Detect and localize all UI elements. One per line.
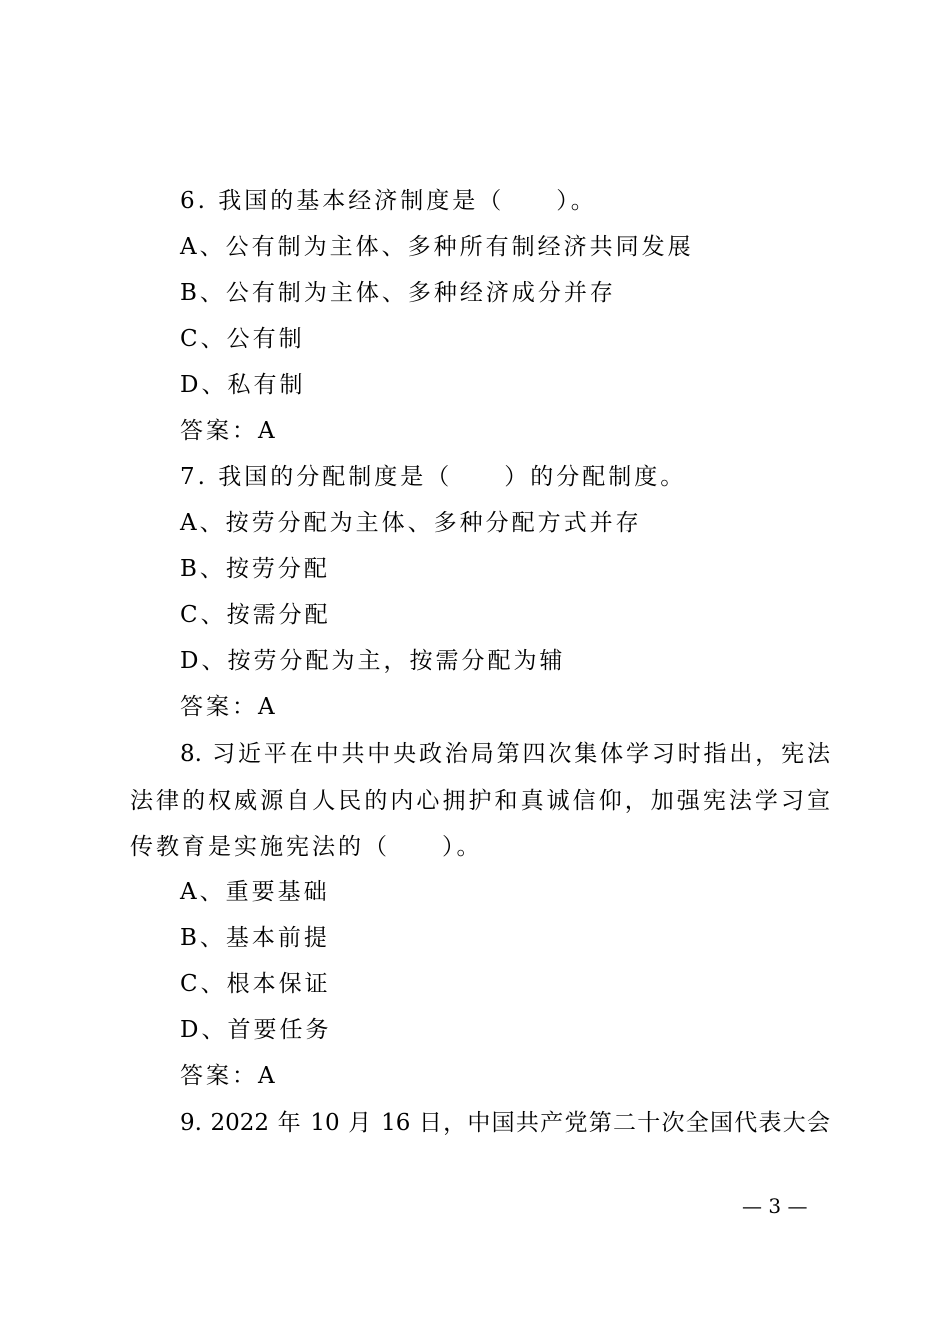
question-8-answer: 答案：A xyxy=(180,1063,278,1089)
question-6-option-b: B、公有制为主体、多种经济成分并存 xyxy=(180,280,616,306)
question-6-stem: 6. 我国的基本经济制度是（ ）。 xyxy=(180,188,597,214)
question-8-option-a: A、重要基础 xyxy=(180,879,330,905)
question-7-option-a: A、按劳分配为主体、多种分配方式并存 xyxy=(180,510,642,536)
question-8-stem-line-1: 8. 习近平在中共中央政治局第四次集体学习时指出，宪法 xyxy=(180,741,830,767)
question-8-option-c: C、根本保证 xyxy=(180,971,331,997)
question-6-option-c: C、公有制 xyxy=(180,326,305,352)
question-6-option-d: D、私有制 xyxy=(180,372,306,398)
question-6-answer: 答案：A xyxy=(180,418,278,444)
question-8-option-b: B、基本前提 xyxy=(180,925,330,951)
question-9-stem-line-1: 9. 2022 年 10 月 16 日，中国共产党第二十次全国代表大会 xyxy=(180,1110,830,1136)
question-8-option-d: D、首要任务 xyxy=(180,1017,332,1043)
question-7-option-d: D、按劳分配为主，按需分配为辅 xyxy=(180,648,566,674)
question-7-stem: 7. 我国的分配制度是（ ）的分配制度。 xyxy=(180,464,687,490)
question-8-stem-line-2: 法律的权威源自人民的内心拥护和真诚信仰，加强宪法学习宣 xyxy=(130,788,830,814)
question-8-stem-line-3: 传教育是实施宪法的（ ）。 xyxy=(130,834,483,860)
question-7-option-b: B、按劳分配 xyxy=(180,556,330,582)
question-7-answer: 答案：A xyxy=(180,694,278,720)
question-6-option-a: A、公有制为主体、多种所有制经济共同发展 xyxy=(180,234,694,260)
question-7-option-c: C、按需分配 xyxy=(180,602,331,628)
page-number: — 3 — xyxy=(742,1194,808,1218)
